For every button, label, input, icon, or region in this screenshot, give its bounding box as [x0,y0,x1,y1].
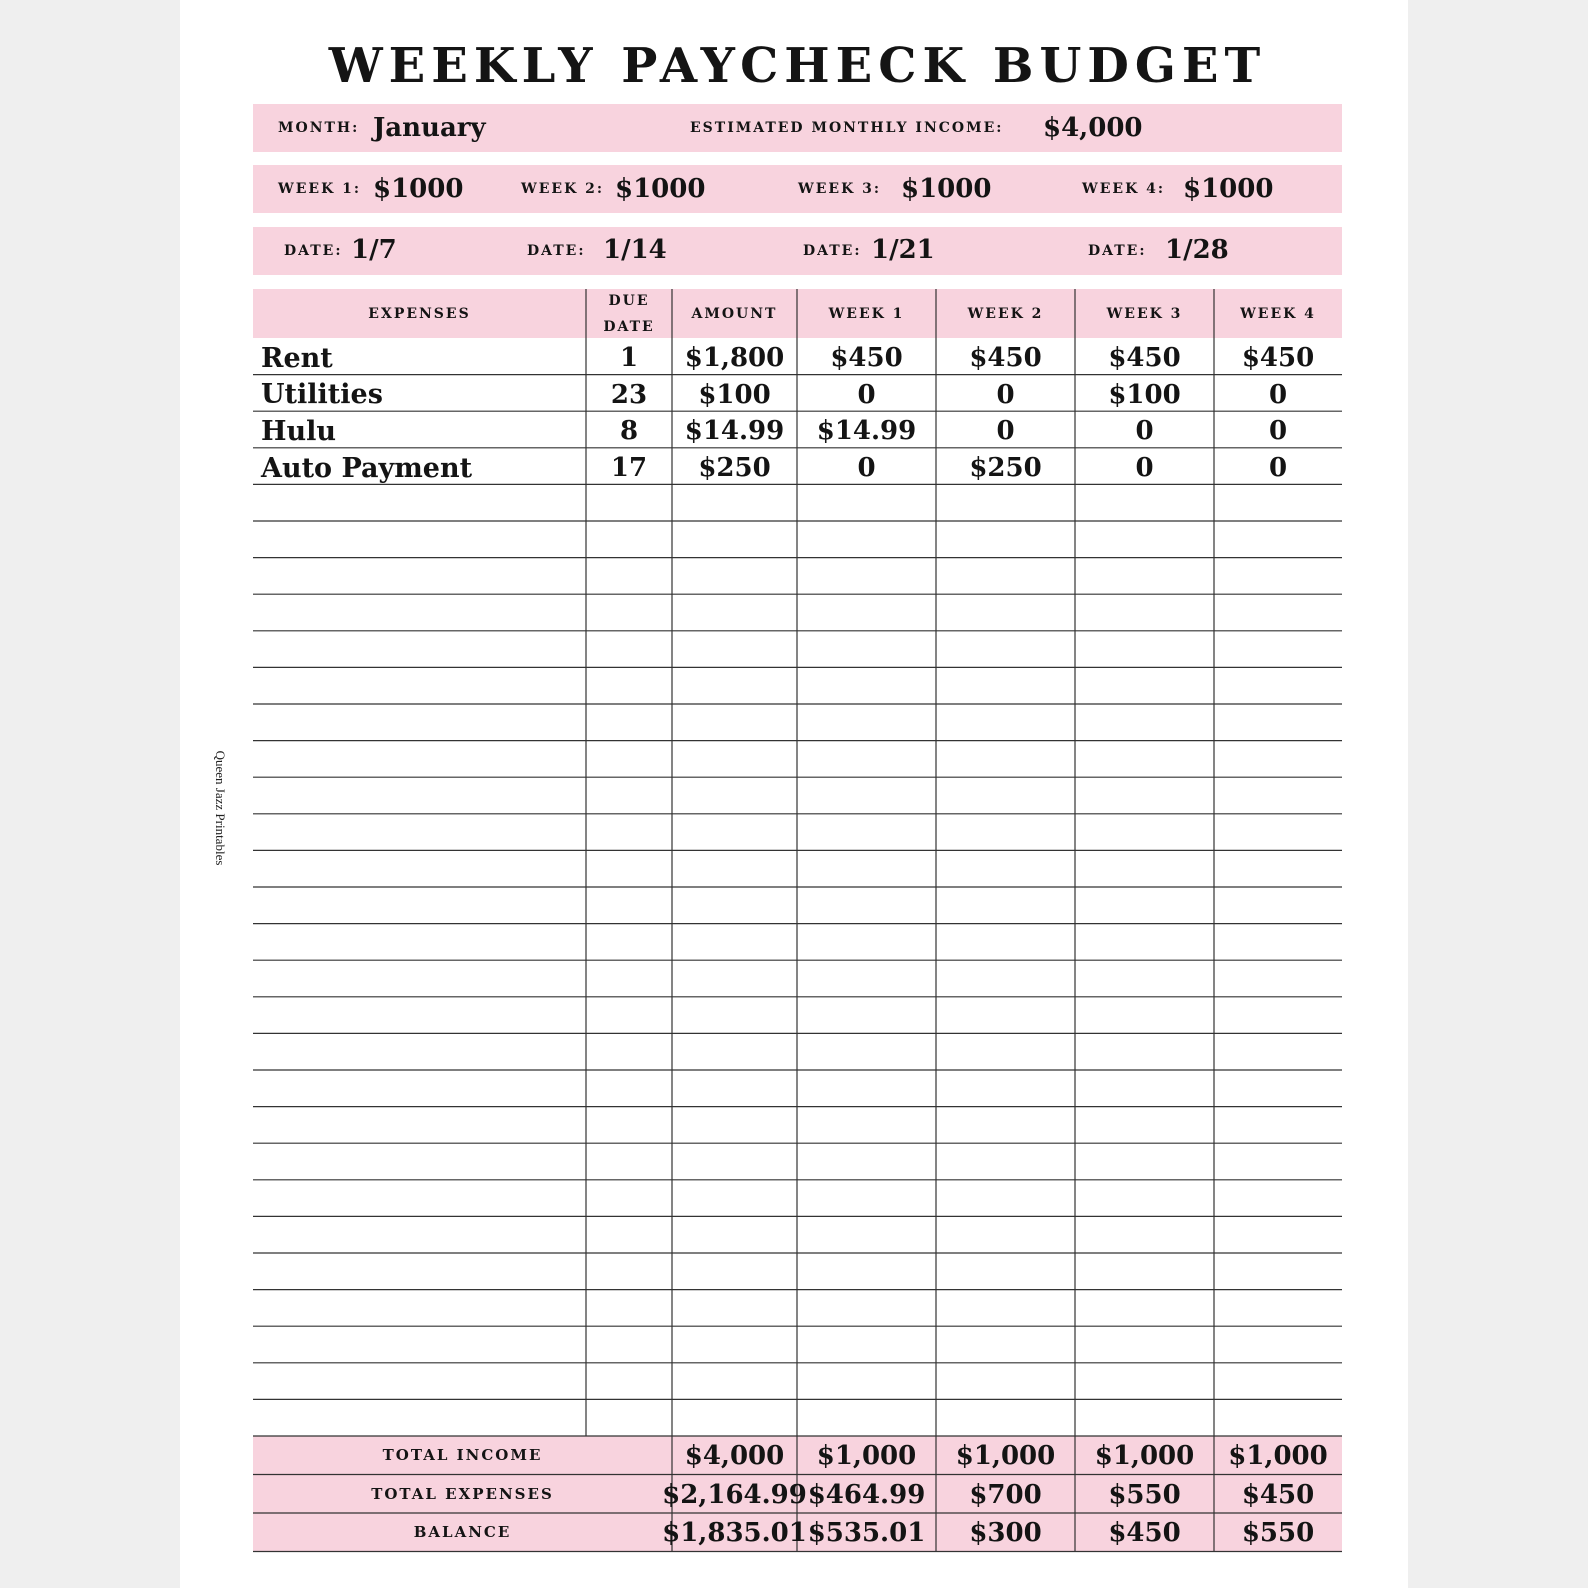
footer-value: $450 [1108,1518,1181,1549]
month-income-band [253,104,1342,152]
footer-value: $1,835.01 [662,1518,807,1549]
page-title: WEEKLY PAYCHECK BUDGET [328,38,1267,94]
date-1-label: DATE: [284,243,343,259]
expense-cell: $450 [830,343,903,374]
header-expenses: EXPENSES [368,305,471,322]
week-2-label: WEEK 2: [521,181,605,197]
expense-cell: 23 [610,379,648,410]
expense-cell: $1,800 [684,343,785,374]
date-4-value: 1/28 [1165,235,1229,265]
week-4-value: $1000 [1183,174,1274,204]
income-value: $4,000 [1043,113,1143,143]
expense-cell: $14.99 [816,416,917,447]
expense-cell: $450 [1108,343,1181,374]
footer-value: $4,000 [684,1441,785,1472]
expense-cell: $250 [698,453,771,484]
footer-value: $300 [969,1518,1042,1549]
expense-cell: $14.99 [684,416,785,447]
weekly-pay-band [253,165,1342,213]
expense-cell: $450 [1241,343,1315,374]
expense-cell: $250 [969,453,1042,484]
expense-name: Rent [261,342,333,374]
date-2-label: DATE: [527,243,586,259]
date-2-value: 1/14 [603,235,667,265]
footer-value: $535.01 [807,1518,926,1549]
expense-cell: 17 [610,453,648,484]
week-1-value: $1000 [373,174,464,204]
header-week-4: WEEK 4 [1240,305,1316,322]
week-3-label: WEEK 3: [798,181,882,197]
expense-cell: 0 [857,379,876,410]
month-value: January [373,113,486,143]
expense-name: Auto Payment [261,452,473,484]
footer-label: TOTAL INCOME [382,1446,543,1465]
footer-value: $700 [969,1479,1042,1510]
expense-cell: 0 [857,453,876,484]
date-4-label: DATE: [1088,243,1147,259]
header-amount: AMOUNT [691,305,778,322]
footer-value: $1,000 [1228,1441,1328,1472]
pay-dates-band [253,227,1342,275]
income-label: ESTIMATED MONTHLY INCOME: [690,120,1004,136]
expense-cell: 1 [619,343,639,374]
footer-value: $1,000 [816,1441,917,1472]
expense-cell: 8 [619,416,639,447]
expense-cell: $100 [698,379,771,410]
expense-cell: 0 [1268,379,1288,410]
week-3-value: $1000 [901,174,992,204]
expense-cell: 0 [1268,453,1288,484]
header-due-date: DUE DATE [603,292,655,335]
week-4-label: WEEK 4: [1082,181,1166,197]
footer-value: $550 [1108,1479,1181,1510]
expense-cell: $100 [1108,379,1181,410]
footer-value: $450 [1241,1479,1315,1510]
expense-cell: 0 [1135,416,1154,447]
expense-cell: 0 [996,416,1015,447]
month-label: MONTH: [278,120,360,136]
date-3-label: DATE: [803,243,862,259]
footer-value: $1,000 [1094,1441,1195,1472]
date-1-value: 1/7 [351,235,397,265]
footer-value: $1,000 [955,1441,1056,1472]
week-1-label: WEEK 1: [278,181,362,197]
header-week-2: WEEK 2 [967,305,1044,322]
expense-name: Hulu [261,415,337,447]
brand-watermark: Queen Jazz Printables [213,750,228,866]
expense-table [253,289,1342,1553]
footer-label: BALANCE [413,1523,512,1542]
footer-value: $2,164.99 [662,1479,807,1510]
expense-cell: $450 [969,343,1042,374]
expense-cell: 0 [996,379,1015,410]
expense-cell: 0 [1268,416,1288,447]
expense-cell: 0 [1135,453,1154,484]
header-week-1: WEEK 1 [828,305,905,322]
week-2-value: $1000 [615,174,706,204]
footer-label: TOTAL EXPENSES [371,1484,554,1503]
header-week-3: WEEK 3 [1106,305,1183,322]
footer-value: $464.99 [807,1479,926,1510]
expense-name: Utilities [261,379,383,411]
date-3-value: 1/21 [871,235,935,265]
footer-value: $550 [1241,1518,1315,1549]
